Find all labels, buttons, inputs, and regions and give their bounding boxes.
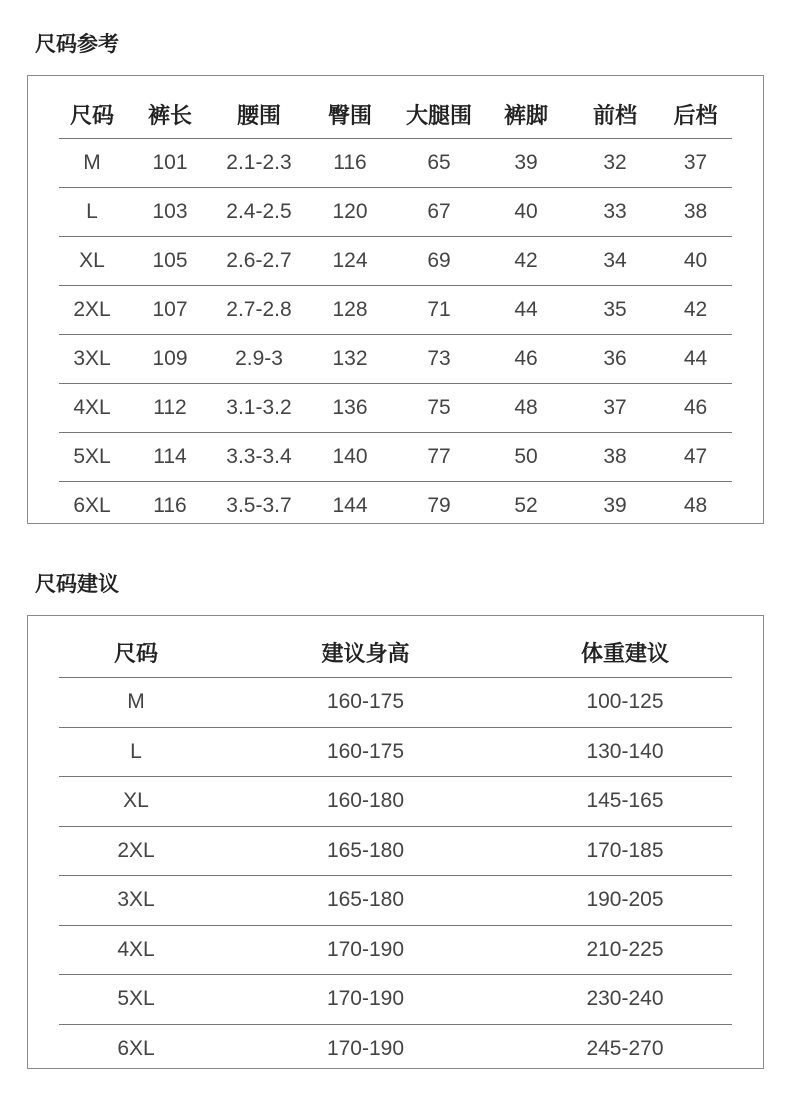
table-cell: 145-165 (518, 777, 732, 827)
table-cell: 116 (153, 494, 187, 517)
table-cell: 75 (397, 384, 481, 433)
table-row (59, 1024, 732, 1073)
table-cell: 130-140 (518, 727, 732, 777)
table-cell: 144 (332, 494, 368, 517)
column-header: 尺码 (59, 90, 125, 139)
table-cell: 48 (481, 384, 571, 433)
table-row (59, 482, 732, 531)
table-header-row (59, 90, 732, 139)
table-cell: 210-225 (518, 925, 732, 975)
table-cell: 50 (481, 433, 571, 482)
table-cell: 165-180 (213, 876, 518, 926)
table-cell: 109 (125, 335, 215, 384)
table-cell: 33 (571, 188, 659, 237)
table-cell: 6XL (73, 494, 111, 517)
size-suggestion-title: 尺码建议 (35, 573, 119, 596)
table-cell: 46 (481, 335, 571, 384)
table-cell: 69 (397, 237, 481, 286)
table-row (59, 139, 732, 188)
table-cell: 3XL (59, 335, 125, 384)
column-header: 尺码 (59, 628, 213, 678)
table-cell: 114 (125, 433, 215, 482)
size-reference-table (59, 90, 732, 530)
table-cell: 170-190 (326, 1036, 405, 1060)
table-cell: 46 (659, 384, 732, 433)
table-cell: 5XL (59, 433, 125, 482)
table-row (59, 777, 732, 827)
table-cell: 77 (397, 433, 481, 482)
table-cell: 160-180 (213, 777, 518, 827)
table-cell: 71 (397, 286, 481, 335)
table-cell: 65 (397, 139, 481, 188)
table-cell: 40 (659, 237, 732, 286)
table-cell: 107 (125, 286, 215, 335)
table-cell: 170-185 (518, 826, 732, 876)
table-cell: M (59, 678, 213, 728)
table-cell: L (59, 727, 213, 777)
table-cell: 3.1-3.2 (215, 384, 303, 433)
table-row (59, 384, 732, 433)
column-header: 后档 (659, 90, 732, 139)
column-header: 前档 (571, 90, 659, 139)
table-cell: 73 (397, 335, 481, 384)
table-row (59, 286, 732, 335)
size-suggestion-table (59, 628, 732, 1073)
column-header: 建议身高 (213, 628, 518, 678)
table-cell: 165-180 (213, 826, 518, 876)
column-header: 体重建议 (518, 628, 732, 678)
table-cell: XL (59, 777, 213, 827)
table-cell: 38 (659, 188, 732, 237)
table-cell: 112 (125, 384, 215, 433)
table-cell: 48 (683, 494, 708, 517)
table-row (59, 678, 732, 728)
table-cell: 3.5-3.7 (226, 494, 292, 517)
table-cell: 6XL (117, 1036, 155, 1060)
table-cell: 36 (571, 335, 659, 384)
table-cell: 37 (659, 139, 732, 188)
table-cell: 5XL (59, 975, 213, 1025)
table-row (59, 335, 732, 384)
table-cell: 140 (303, 433, 397, 482)
table-cell: 116 (303, 139, 397, 188)
table-header-row (59, 628, 732, 678)
table-cell: XL (59, 237, 125, 286)
table-cell: 128 (303, 286, 397, 335)
table-cell: 2XL (59, 286, 125, 335)
table-cell: 37 (571, 384, 659, 433)
table-cell: 4XL (59, 384, 125, 433)
table-cell: 67 (397, 188, 481, 237)
table-row (59, 727, 732, 777)
table-cell: 2XL (59, 826, 213, 876)
table-cell: 160-175 (213, 678, 518, 728)
table-cell: 3XL (59, 876, 213, 926)
table-cell: 52 (514, 494, 538, 517)
size-reference-title: 尺码参考 (35, 33, 119, 56)
size-suggestion-panel (27, 615, 764, 1069)
table-row (59, 826, 732, 876)
table-cell: 35 (571, 286, 659, 335)
table-cell: 44 (659, 335, 732, 384)
table-cell: 2.4-2.5 (215, 188, 303, 237)
table-cell: 124 (303, 237, 397, 286)
table-row (59, 975, 732, 1025)
table-cell: 38 (571, 433, 659, 482)
table-cell: 136 (303, 384, 397, 433)
table-row (59, 876, 732, 926)
table-cell: 39 (481, 139, 571, 188)
table-cell: 40 (481, 188, 571, 237)
table-cell: 2.7-2.8 (215, 286, 303, 335)
table-cell: 44 (481, 286, 571, 335)
table-cell: 170-190 (213, 925, 518, 975)
size-reference-panel (27, 75, 764, 524)
table-row (59, 433, 732, 482)
table-cell: 3.3-3.4 (215, 433, 303, 482)
table-cell: 2.1-2.3 (215, 139, 303, 188)
column-header: 臀围 (303, 90, 397, 139)
column-header: 裤长 (125, 90, 215, 139)
table-cell: 47 (659, 433, 732, 482)
table-cell: 245-270 (586, 1036, 664, 1060)
table-row (59, 237, 732, 286)
table-cell: 32 (571, 139, 659, 188)
table-cell: M (59, 139, 125, 188)
table-cell: 160-175 (213, 727, 518, 777)
table-cell: 42 (481, 237, 571, 286)
column-header: 腰围 (215, 90, 303, 139)
table-row (59, 188, 732, 237)
table-cell: 105 (125, 237, 215, 286)
table-cell: 42 (659, 286, 732, 335)
table-cell: 100-125 (518, 678, 732, 728)
table-cell: 39 (603, 494, 627, 517)
table-cell: 4XL (59, 925, 213, 975)
table-cell: 103 (125, 188, 215, 237)
table-cell: 79 (427, 494, 451, 517)
column-header: 大腿围 (397, 90, 481, 139)
table-cell: 2.6-2.7 (215, 237, 303, 286)
column-header: 裤脚 (481, 90, 571, 139)
table-cell: 2.9-3 (215, 335, 303, 384)
table-cell: 230-240 (518, 975, 732, 1025)
table-cell: L (59, 188, 125, 237)
table-cell: 190-205 (518, 876, 732, 926)
table-cell: 34 (571, 237, 659, 286)
table-row (59, 925, 732, 975)
table-cell: 101 (125, 139, 215, 188)
table-cell: 120 (303, 188, 397, 237)
table-cell: 170-190 (213, 975, 518, 1025)
table-cell: 132 (303, 335, 397, 384)
